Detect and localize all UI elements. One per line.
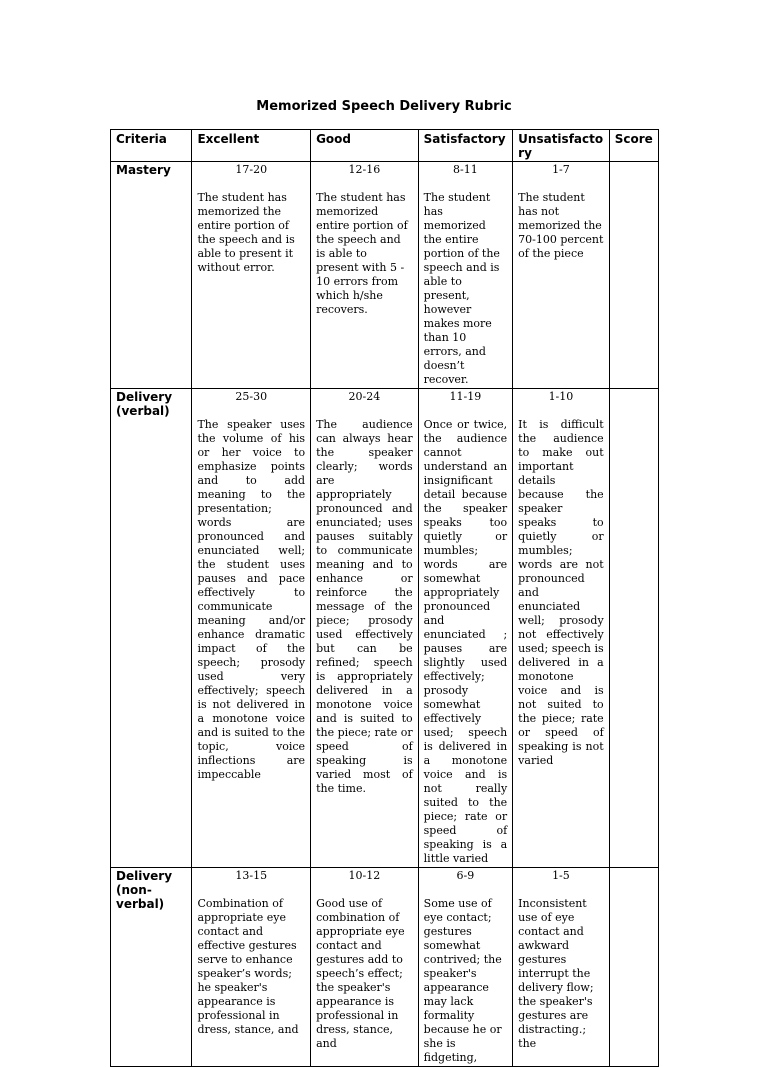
score-cell[interactable] (609, 162, 658, 389)
rubric-table (110, 129, 659, 1067)
description-text: The student has not memorized the 70-100 percent of the piece (518, 191, 604, 260)
score-cell[interactable] (609, 389, 658, 868)
points-range: 12-16 (348, 163, 381, 176)
criteria-cell: Delivery (verbal) (111, 389, 192, 868)
points-range: 13-15 (235, 869, 268, 882)
table-row-delivery-nonverbal (111, 868, 659, 1067)
description-text: The audience can always hear the speaker clearly; words are appropriately pronounced and enunciated; uses pauses suitably to communicate meaning and to enhance or reinforce the message of the piece; prosody used effectively but can be refined; speech is appropriately delivered in a monotone voice and is suited to the piece; rate or speed of speaking is varied most of the time. (316, 418, 413, 795)
header-score: Score (609, 130, 658, 162)
satisfactory-cell (418, 868, 513, 1067)
points-range: 1-5 (552, 869, 570, 882)
unsatisfactory-cell (513, 389, 610, 868)
document-title: Memorized Speech Delivery Rubric (256, 99, 512, 114)
good-cell (311, 868, 419, 1067)
table-row-mastery (111, 162, 659, 389)
points-range: 20-24 (348, 390, 381, 403)
description-text: The student has memorized the entire portion of the speech and is able to present, however makes more than 10 errors, and doesn’t recover. (423, 191, 500, 386)
header-unsatisfactory: Unsatisfactory (513, 130, 610, 162)
points-range: 17-20 (235, 163, 268, 176)
header-criteria: Criteria (111, 130, 192, 162)
description-text: The student has memorized the entire portion of the speech and is able to present it without error. (197, 191, 295, 274)
points-range: 1-7 (552, 163, 570, 176)
points-range: 10-12 (348, 869, 381, 882)
description-text: Inconsistent use of eye contact and awkward gestures interrupt the delivery flow; the speaker's gestures are distracting.; the (518, 897, 594, 1050)
description-text: It is difficult the audience to make out important details because the speaker speaks to quietly or mumbles; words are not pronounced and enunciated well; prosody not effectively used; speech is delivered in a monotone voice and is not suited to the piece; rate or speed of speaking is not varied (518, 418, 604, 767)
header-good: Good (311, 130, 419, 162)
good-cell (311, 389, 419, 868)
excellent-cell (192, 162, 311, 389)
score-cell[interactable] (609, 868, 658, 1067)
points-range: 8-11 (453, 163, 478, 176)
table-header-row (111, 130, 659, 162)
header-satisfactory: Satisfactory (418, 130, 513, 162)
satisfactory-cell (418, 162, 513, 389)
description-text: The speaker uses the volume of his or her voice to emphasize points and to add meaning to the presentation; words are pronounced and enunciated well; the student uses pauses and pace effectively to communicate meaning and/or enhance dramatic impact of the speech; prosody used very effectively; speech is not delivered in a monotone voice and is suited to the topic, voice inflections are impeccable (197, 418, 306, 781)
header-excellent: Excellent (192, 130, 311, 162)
points-range: 25-30 (235, 390, 268, 403)
satisfactory-cell (418, 389, 513, 868)
unsatisfactory-cell (513, 162, 610, 389)
good-cell (311, 162, 419, 389)
description-text: Once or twice, the audience cannot understand an insignificant detail because the speaker speaks too quietly or mumbles; words are somewhat appropriately pronounced and enunciated ; pauses are slightly used effectively; prosody somewhat effectively used; speech is delivered in a monotone voice and is not really suited to the piece; rate or speed of speaking is a little varied (423, 418, 508, 865)
unsatisfactory-cell (513, 868, 610, 1067)
excellent-cell (192, 868, 311, 1067)
table-row-delivery-verbal (111, 389, 659, 868)
points-range: 1-10 (548, 390, 574, 403)
description-text: Combination of appropriate eye contact and effective gestures serve to enhance speaker’s words; he speaker's appearance is professional in dress, stance, and (197, 897, 299, 1036)
criteria-cell: Mastery (111, 162, 192, 389)
criteria-cell: Delivery (non-verbal) (111, 868, 192, 1067)
points-range: 6-9 (456, 869, 475, 882)
description-text: Some use of eye contact; gestures somewhat contrived; the speaker's appearance may lack formality because he or she is fidgeting, (423, 897, 502, 1064)
excellent-cell (192, 389, 311, 868)
description-text: Good use of combination of appropriate eye contact and gestures add to speech’s effect; the speaker's appearance is professional in dress, stance, and (316, 897, 405, 1050)
points-range: 11-19 (449, 390, 482, 403)
description-text: The student has memorized entire portion of the speech and is able to present with 5 - 10 errors from which h/she recovers. (316, 191, 408, 316)
